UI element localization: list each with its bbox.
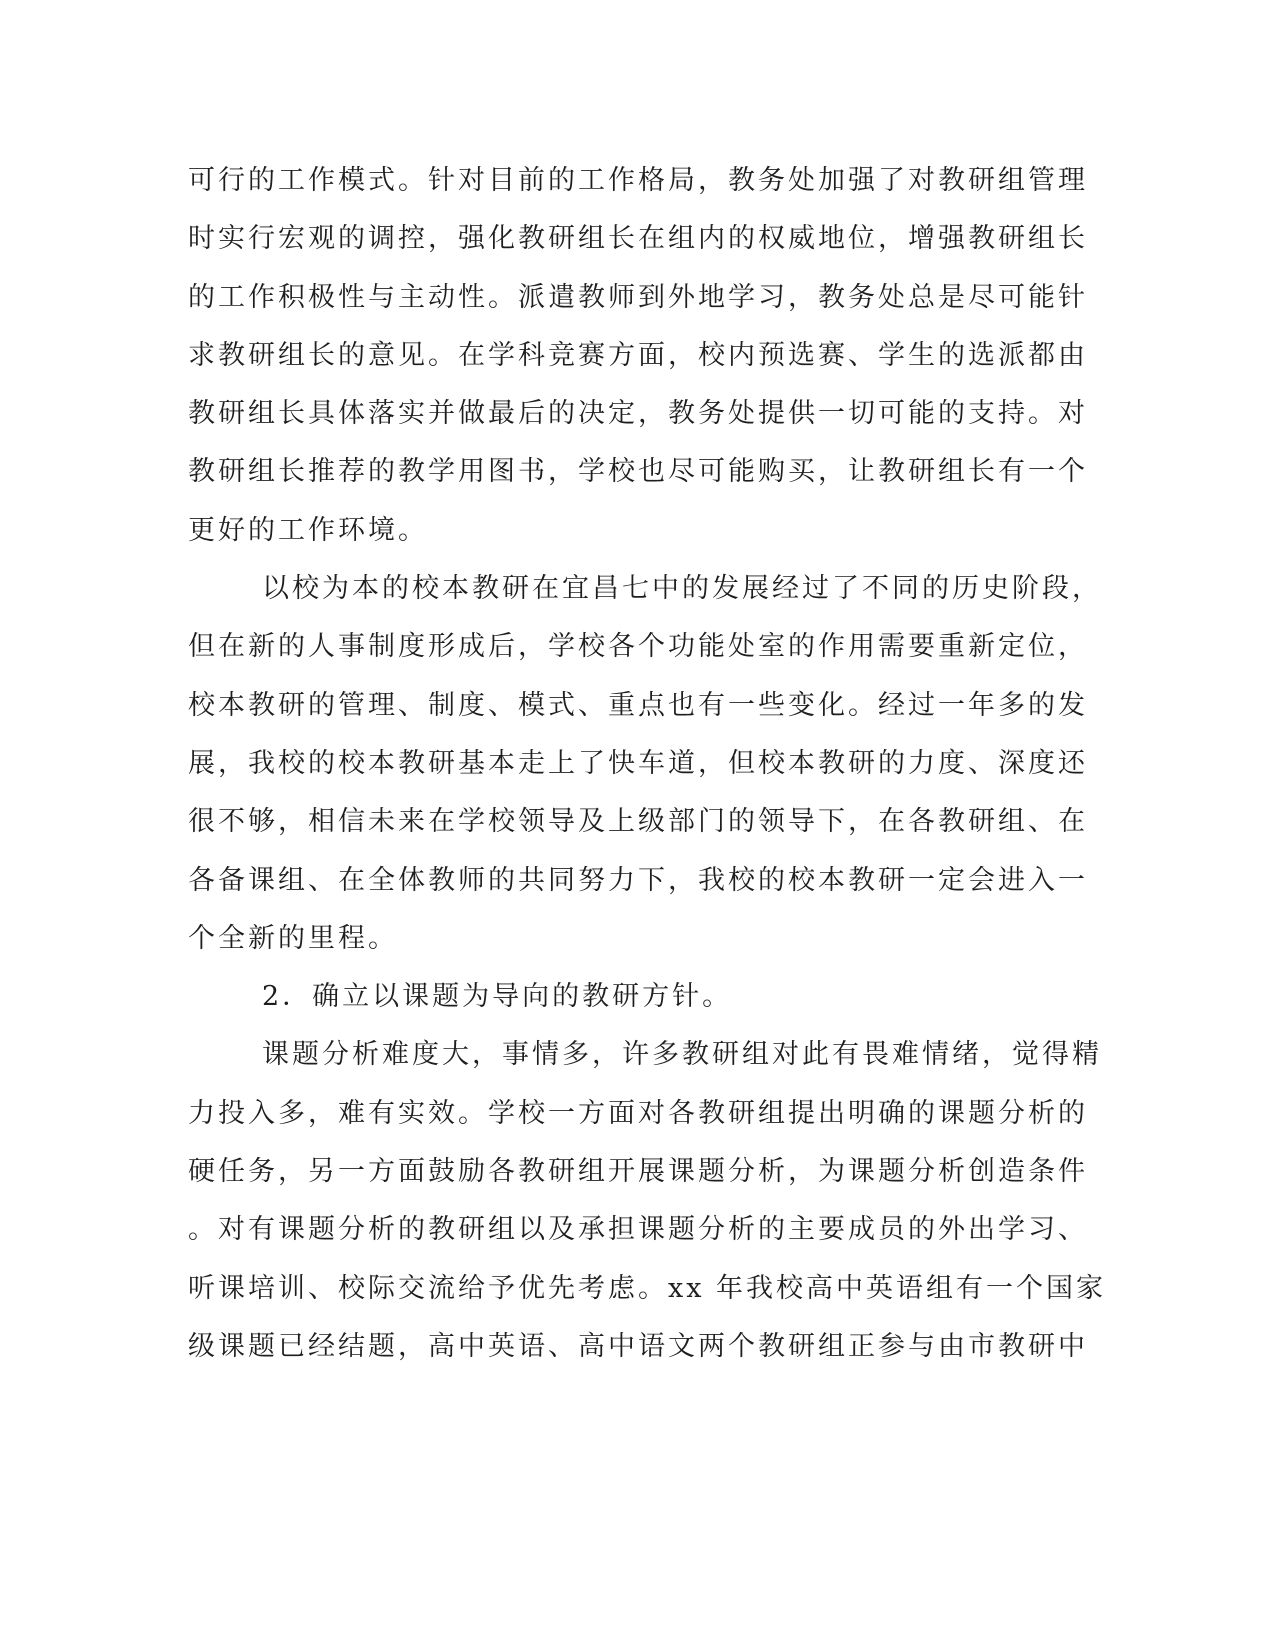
text-line: 校本教研的管理、制度、模式、重点也有一些变化。经过一年多的发 [188,689,1088,721]
text-line: 但在新的人事制度形成后，学校各个功能处室的作用需要重新定位， [188,631,1088,663]
text-line: 硬任务，另一方面鼓励各教研组开展课题分析，为课题分析创造条件 [188,1156,1088,1188]
text-line: 更好的工作环境。 [188,514,428,546]
paragraph-first-line: 课题分析难度大，事情多，许多教研组对此有畏难情绪，觉得精 [262,1039,1102,1071]
text-line: 个全新的里程。 [188,922,398,954]
text-line: 时实行宏观的调控，强化教研组长在组内的权威地位，增强教研组长 [188,223,1088,255]
text-line: 的工作积极性与主动性。派遣教师到外地学习，教务处总是尽可能针 [188,281,1088,313]
paragraph-first-line: 以校为本的校本教研在宜昌七中的发展经过了不同的历史阶段， [262,573,1102,605]
text-line: 展，我校的校本教研基本走上了快车道，但校本教研的力度、深度还 [188,747,1088,779]
section-heading: 2．确立以课题为导向的教研方针。 [262,981,733,1013]
text-line: 。对有课题分析的教研组以及承担课题分析的主要成员的外出学习、 [188,1214,1088,1246]
text-line: 教研组长推荐的教学用图书，学校也尽可能购买，让教研组长有一个 [188,456,1088,488]
text-line: 很不够，相信未来在学校领导及上级部门的领导下，在各教研组、在 [188,806,1088,838]
text-line: 教研组长具体落实并做最后的决定，教务处提供一切可能的支持。对 [188,398,1088,430]
text-line: 可行的工作模式。针对目前的工作格局，教务处加强了对教研组管理 [188,165,1088,196]
text-line: 求教研组长的意见。在学科竞赛方面，校内预选赛、学生的选派都由 [188,339,1088,371]
text-line: 力投入多，难有实效。学校一方面对各教研组提出明确的课题分析的 [188,1097,1088,1129]
text-line: 级课题已经结题，高中英语、高中语文两个教研组正参与由市教研中 [188,1330,1088,1362]
text-line: 听课培训、校际交流给予优先考虑。xx 年我校高中英语组有一个国家 [188,1272,1107,1304]
body-text [188,152,1107,1376]
text-line: 各备课组、在全体教师的共同努力下，我校的校本教研一定会进入一 [188,864,1088,896]
